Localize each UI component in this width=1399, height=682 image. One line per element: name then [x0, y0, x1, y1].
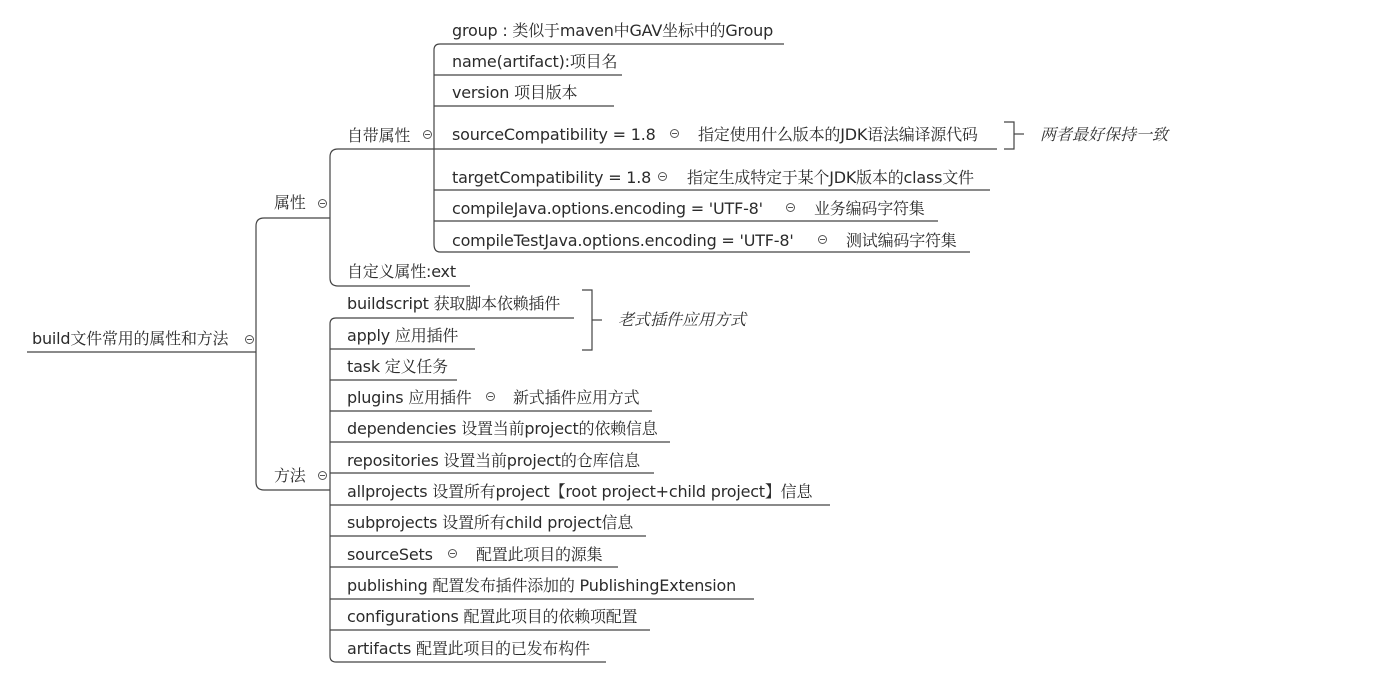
attr-target-detail[interactable]: 指定生成特定于某个JDK版本的class文件 — [687, 168, 974, 187]
method-task[interactable]: task 定义任务 — [347, 357, 448, 376]
methods-summary-note[interactable]: 老式插件应用方式 — [618, 310, 747, 329]
collapse-attributes-icon[interactable] — [318, 199, 327, 208]
builtin-summary-note[interactable]: 两者最好保持一致 — [1040, 125, 1169, 144]
method-repositories[interactable]: repositories 设置当前project的仓库信息 — [347, 451, 640, 470]
method-buildscript[interactable]: buildscript 获取脚本依赖插件 — [347, 294, 561, 313]
method-plugins-detail[interactable]: 新式插件应用方式 — [513, 388, 640, 407]
attr-compile-test-encoding[interactable]: compileTestJava.options.encoding = 'UTF-8' — [452, 231, 794, 250]
method-apply[interactable]: apply 应用插件 — [347, 326, 459, 345]
method-configurations[interactable]: configurations 配置此项目的依赖项配置 — [347, 607, 638, 626]
method-sourcesets-detail[interactable]: 配置此项目的源集 — [476, 545, 603, 564]
collapse-sourcesets-icon[interactable] — [448, 549, 457, 558]
attr-source-detail[interactable]: 指定使用什么版本的JDK语法编译源代码 — [698, 125, 978, 144]
collapse-plugins-icon[interactable] — [486, 392, 495, 401]
collapse-methods-icon[interactable] — [318, 471, 327, 480]
attr-compile-detail[interactable]: 业务编码字符集 — [814, 199, 925, 218]
collapse-compile-icon[interactable] — [786, 203, 795, 212]
attr-target-compatibility[interactable]: targetCompatibility = 1.8 — [452, 168, 652, 187]
methods-topic[interactable]: 方法 — [274, 466, 306, 485]
method-publishing[interactable]: publishing 配置发布插件添加的 PublishingExtension — [347, 576, 737, 595]
attr-compile-test-detail[interactable]: 测试编码字符集 — [846, 231, 957, 250]
collapse-root-icon[interactable] — [245, 335, 254, 344]
method-sourcesets[interactable]: sourceSets — [347, 545, 433, 564]
attr-name[interactable]: name(artifact):项目名 — [452, 52, 618, 71]
root-topic[interactable]: build文件常用的属性和方法 — [32, 329, 229, 348]
attributes-topic[interactable]: 属性 — [274, 193, 306, 212]
attr-compile-encoding[interactable]: compileJava.options.encoding = 'UTF-8' — [452, 199, 763, 218]
custom-attributes-topic[interactable]: 自定义属性:ext — [347, 262, 456, 281]
collapse-target-icon[interactable] — [658, 172, 667, 181]
attr-source-compatibility[interactable]: sourceCompatibility = 1.8 — [452, 125, 656, 144]
collapse-source-icon[interactable] — [670, 129, 679, 138]
attr-version[interactable]: version 项目版本 — [452, 83, 578, 102]
method-allprojects[interactable]: allprojects 设置所有project【root project+child project】信息 — [347, 482, 813, 501]
builtin-attributes-topic[interactable]: 自带属性 — [347, 126, 411, 145]
collapse-builtin-icon[interactable] — [423, 130, 432, 139]
collapse-compile-test-icon[interactable] — [818, 235, 827, 244]
method-dependencies[interactable]: dependencies 设置当前project的依赖信息 — [347, 419, 658, 438]
attr-group[interactable]: group : 类似于maven中GAV坐标中的Group — [452, 21, 774, 40]
method-artifacts[interactable]: artifacts 配置此项目的已发布构件 — [347, 639, 590, 658]
method-subprojects[interactable]: subprojects 设置所有child project信息 — [347, 513, 633, 532]
method-plugins[interactable]: plugins 应用插件 — [347, 388, 472, 407]
